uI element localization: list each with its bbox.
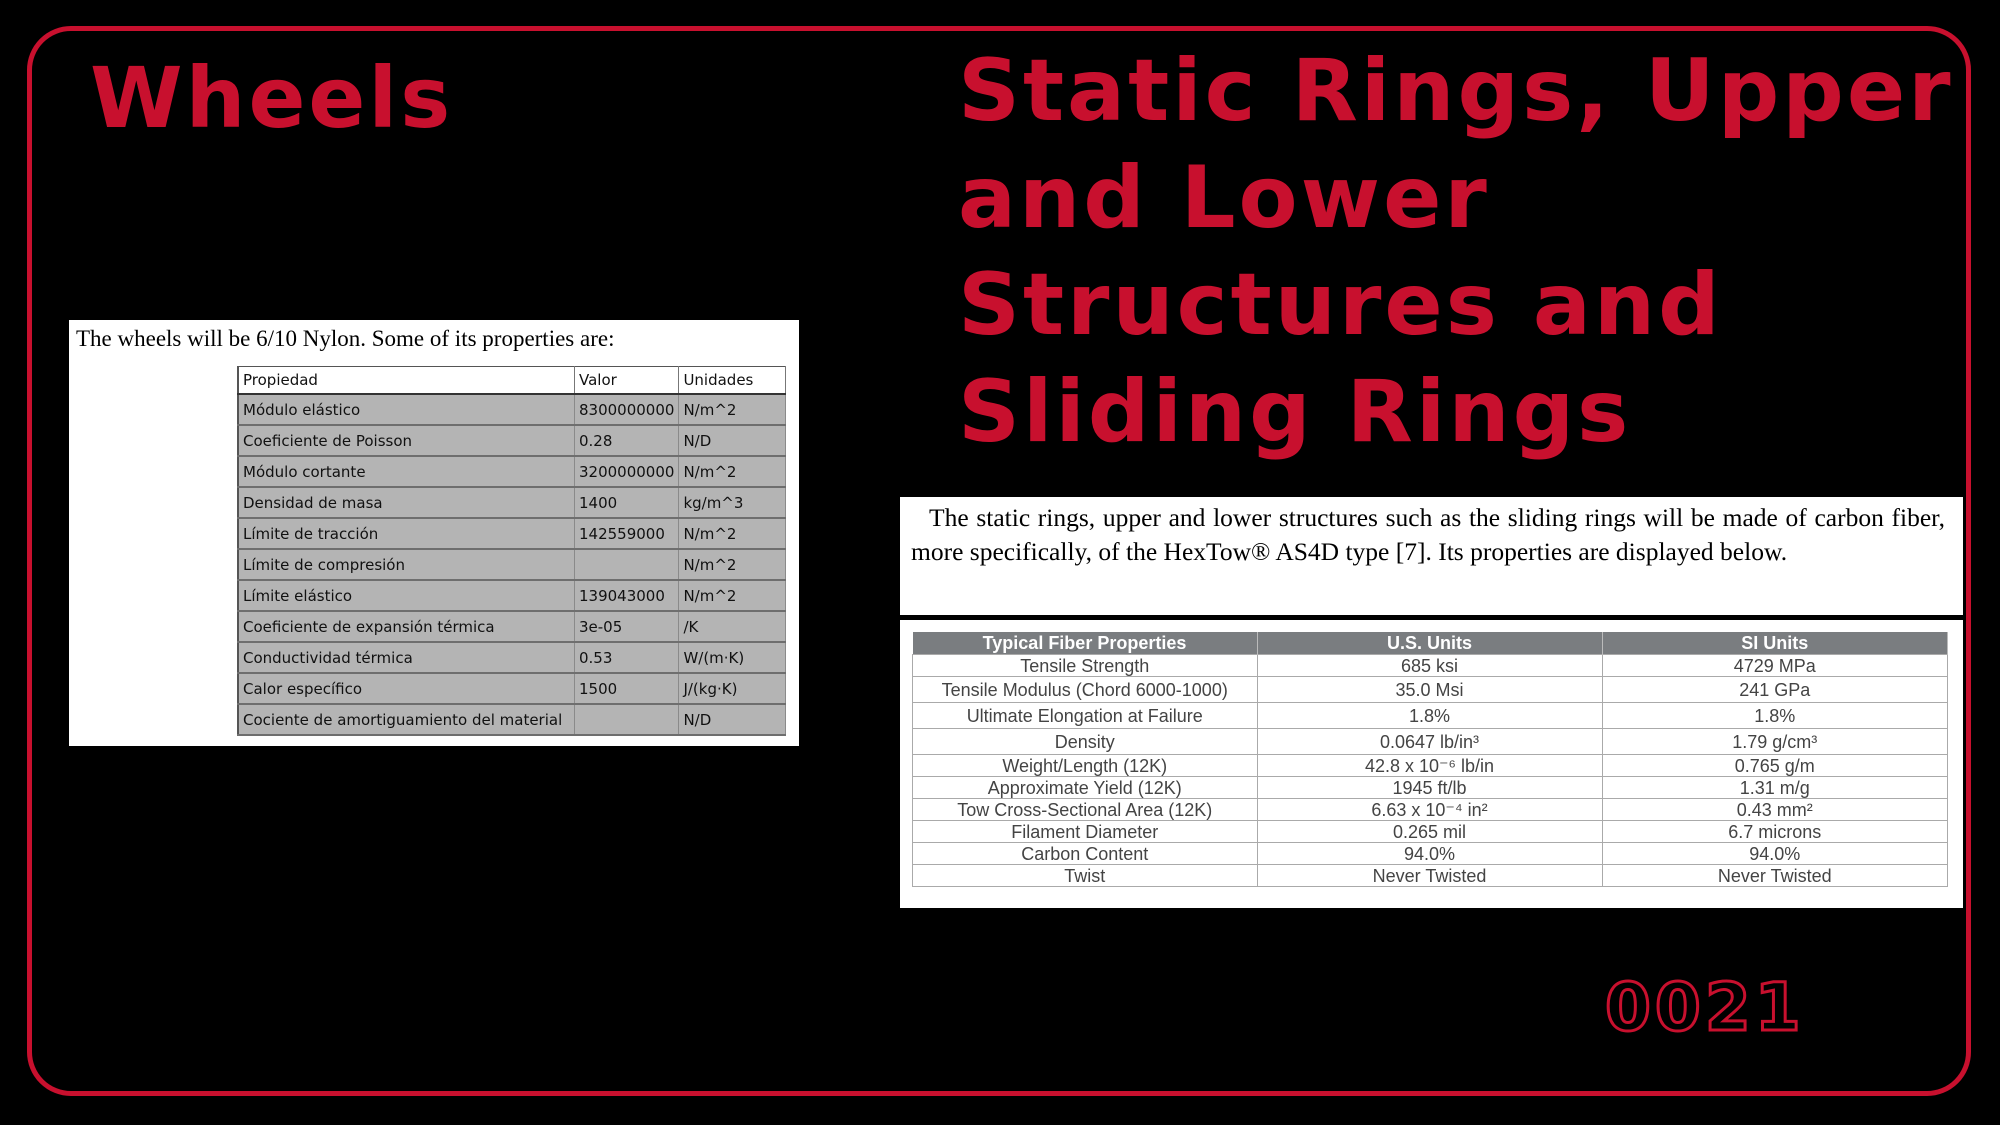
table-cell: 8300000000	[575, 394, 679, 425]
column-header: Unidades	[679, 367, 786, 395]
table-cell: 0.765 g/m	[1602, 755, 1948, 777]
rings-title: Static Rings, Upper and Lower Structures and Sliding Rings	[958, 41, 1954, 462]
table-cell: 6.63 x 10⁻⁴ in²	[1257, 799, 1602, 821]
table-cell: 0.53	[575, 642, 679, 673]
table-row	[913, 729, 1948, 755]
table-cell: Conductividad térmica	[238, 642, 575, 673]
table-row	[913, 755, 1948, 777]
table-cell: Ultimate Elongation at Failure	[913, 703, 1258, 729]
table-cell: 1.79 g/cm³	[1602, 729, 1948, 755]
table-row	[238, 456, 786, 487]
table-cell: 35.0 Msi	[1257, 677, 1602, 703]
table-cell: 142559000	[575, 518, 679, 549]
table-row	[238, 394, 786, 425]
table-cell: 3e-05	[575, 611, 679, 642]
table-cell: 42.8 x 10⁻⁶ lb/in	[1257, 755, 1602, 777]
table-row	[238, 611, 786, 642]
fiber-properties-table	[912, 632, 1948, 887]
table-row	[913, 843, 1948, 865]
table-cell: 0.0647 lb/in³	[1257, 729, 1602, 755]
carbon-intro-panel	[900, 497, 1963, 615]
table-row	[238, 673, 786, 704]
table-row	[238, 425, 786, 456]
table-cell: 1400	[575, 487, 679, 518]
nylon-intro-text: The wheels will be 6/10 Nylon. Some of its properties are:	[76, 326, 615, 351]
table-row	[238, 704, 786, 735]
column-header: SI Units	[1602, 632, 1948, 655]
table-cell: 0.28	[575, 425, 679, 456]
table-cell: Never Twisted	[1602, 865, 1948, 887]
table-cell: W/(m·K)	[679, 642, 786, 673]
table-cell: 241 GPa	[1602, 677, 1948, 703]
table-row	[238, 487, 786, 518]
table-cell: Límite de tracción	[238, 518, 575, 549]
slide-number: 0021	[1605, 969, 1805, 1046]
table-cell: Carbon Content	[913, 843, 1258, 865]
table-row	[913, 677, 1948, 703]
table-cell: 1500	[575, 673, 679, 704]
table-row	[238, 580, 786, 611]
table-row	[238, 642, 786, 673]
table-row	[913, 777, 1948, 799]
table-header-row	[238, 367, 786, 395]
table-cell: 139043000	[575, 580, 679, 611]
table-cell: N/D	[679, 704, 786, 735]
table-cell: 4729 MPa	[1602, 655, 1948, 677]
table-cell: kg/m^3	[679, 487, 786, 518]
table-cell: N/m^2	[679, 518, 786, 549]
column-header: Valor	[575, 367, 679, 395]
table-cell: N/D	[679, 425, 786, 456]
table-cell: J/(kg·K)	[679, 673, 786, 704]
table-cell: N/m^2	[679, 456, 786, 487]
carbon-intro-text: The static rings, upper and lower structures such as the sliding rings will be made of carbon fiber, more specifically, of the HexTow® AS4D type [7]. Its properties are displayed below.	[911, 503, 1945, 566]
table-cell: 6.7 microns	[1602, 821, 1948, 843]
table-cell: Coeficiente de expansión térmica	[238, 611, 575, 642]
table-cell: Coeficiente de Poisson	[238, 425, 575, 456]
table-cell: 94.0%	[1257, 843, 1602, 865]
table-cell: Approximate Yield (12K)	[913, 777, 1258, 799]
table-cell: 3200000000	[575, 456, 679, 487]
table-cell: Calor específico	[238, 673, 575, 704]
table-row	[913, 703, 1948, 729]
table-cell: Módulo cortante	[238, 456, 575, 487]
table-header-row	[913, 632, 1948, 655]
table-cell: 685 ksi	[1257, 655, 1602, 677]
table-cell: Límite elástico	[238, 580, 575, 611]
table-cell: 0.265 mil	[1257, 821, 1602, 843]
table-row	[913, 821, 1948, 843]
table-cell: Weight/Length (12K)	[913, 755, 1258, 777]
table-cell	[575, 704, 679, 735]
table-cell: N/m^2	[679, 549, 786, 580]
table-cell: Cociente de amortiguamiento del material	[238, 704, 575, 735]
table-row	[913, 655, 1948, 677]
column-header: Typical Fiber Properties	[913, 632, 1258, 655]
table-cell: N/m^2	[679, 394, 786, 425]
nylon-properties-table	[237, 366, 786, 736]
table-cell: Tensile Strength	[913, 655, 1258, 677]
table-cell: Módulo elástico	[238, 394, 575, 425]
table-cell: N/m^2	[679, 580, 786, 611]
table-cell: Twist	[913, 865, 1258, 887]
fiber-properties-panel	[900, 620, 1963, 908]
table-cell: 94.0%	[1602, 843, 1948, 865]
table-cell: 1.31 m/g	[1602, 777, 1948, 799]
table-cell: Tensile Modulus (Chord 6000-1000)	[913, 677, 1258, 703]
column-header: U.S. Units	[1257, 632, 1602, 655]
table-cell: 1.8%	[1257, 703, 1602, 729]
table-cell: Filament Diameter	[913, 821, 1258, 843]
table-cell: Never Twisted	[1257, 865, 1602, 887]
table-cell: Density	[913, 729, 1258, 755]
table-row	[913, 799, 1948, 821]
table-cell: 0.43 mm²	[1602, 799, 1948, 821]
table-cell: 1945 ft/lb	[1257, 777, 1602, 799]
column-header: Propiedad	[238, 367, 575, 395]
table-cell	[575, 549, 679, 580]
table-row	[238, 518, 786, 549]
table-cell: 1.8%	[1602, 703, 1948, 729]
wheels-title: Wheels	[90, 49, 454, 147]
table-row	[238, 549, 786, 580]
table-cell: Tow Cross-Sectional Area (12K)	[913, 799, 1258, 821]
table-row	[913, 865, 1948, 887]
nylon-properties-panel	[69, 320, 799, 746]
table-cell: Límite de compresión	[238, 549, 575, 580]
table-cell: /K	[679, 611, 786, 642]
table-cell: Densidad de masa	[238, 487, 575, 518]
